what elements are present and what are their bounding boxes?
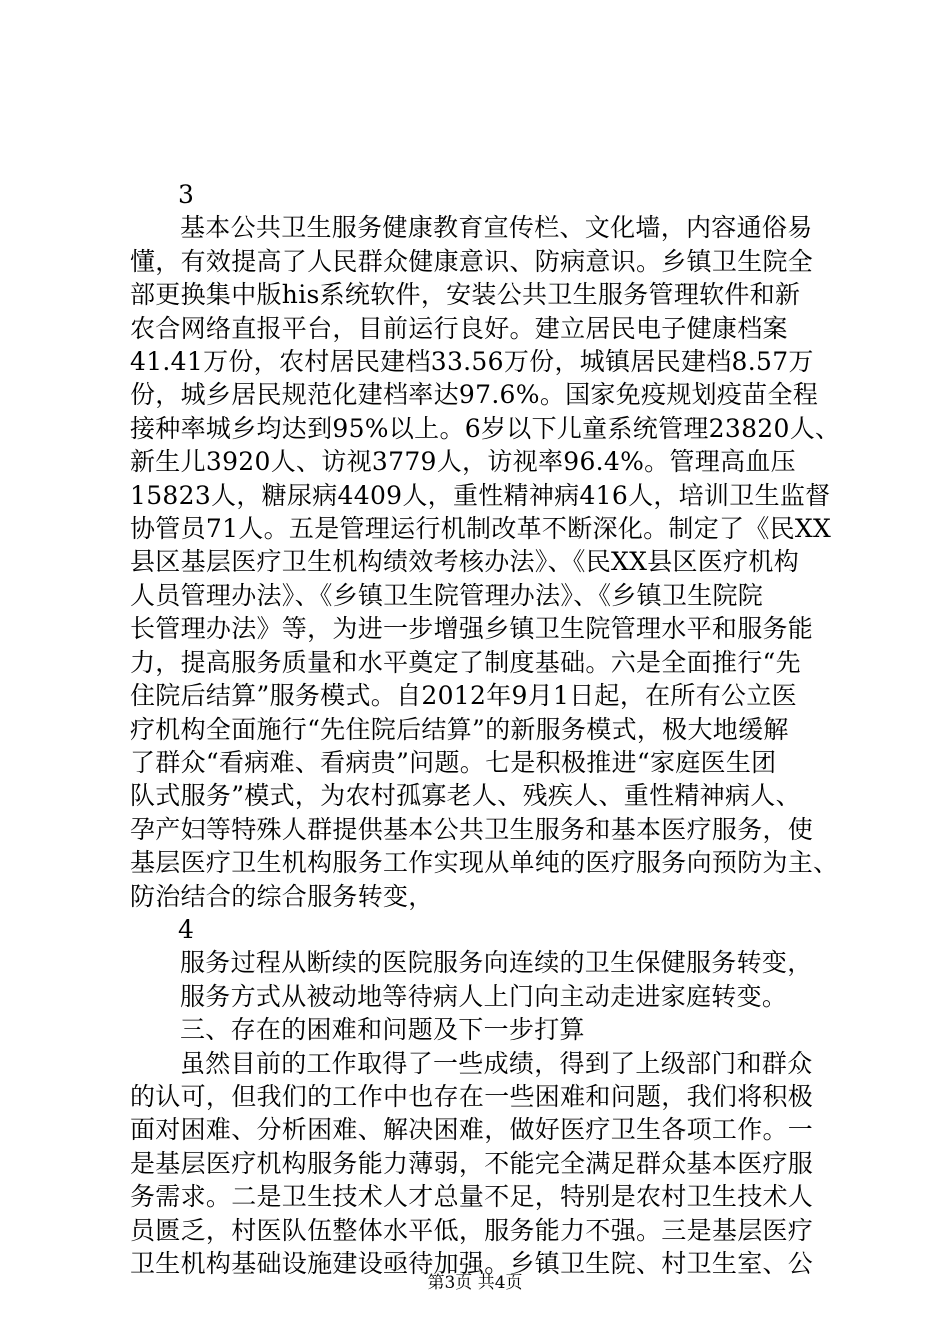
text-line: 虽然目前的工作取得了一些成绩，得到了上级部门和群众 [180, 1048, 813, 1078]
text-line: 接种率城乡均达到95%以上。6岁以下儿童系统管理23820人、 [130, 413, 841, 443]
text-line: 基层医疗卫生机构服务工作实现从单纯的医疗服务向预防为主、 [130, 848, 839, 878]
text-line: 县区基层医疗卫生机构绩效考核办法》、《民XX县区医疗机构 [130, 547, 799, 577]
text-line: 防治结合的综合服务转变， [130, 881, 434, 911]
text-line: 队式服务”模式，为农村孤寡老人、残疾人、重性精神病人、 [130, 781, 801, 811]
text-line: 的认可，但我们的工作中也存在一些困难和问题，我们将积极 [130, 1081, 814, 1111]
text-line: 部更换集中版his系统软件，安装公共卫生服务管理软件和新 [130, 280, 801, 310]
paragraph [130, 211, 840, 913]
section-heading: 三、存在的困难和问题及下一步打算 [180, 1015, 585, 1045]
text-line: 力，提高服务质量和水平奠定了制度基础。六是全面推行“先 [130, 647, 801, 677]
text-line: 卫生机构基础设施建设亟待加强。乡镇卫生院、村卫生室、公 [130, 1249, 814, 1278]
text-line: 务需求。二是卫生技术人才总量不足，特别是农村卫生技术人 [130, 1182, 814, 1212]
text-line: 农合网络直报平台，目前运行良好。建立居民电子健康档案 [130, 313, 788, 343]
text-line: 份，城乡居民规范化建档率达97.6%。国家免疫规划疫苗全程 [130, 380, 819, 410]
text-line: 孕产妇等特殊人群提供基本公共卫生服务和基本医疗服务，使 [130, 814, 814, 844]
page-marker: 4 [178, 914, 195, 944]
text-line: 服务过程从断续的医院服务向连续的卫生保健服务转变， [180, 948, 813, 978]
text-line: 长管理办法》等，为进一步增强乡镇卫生院管理水平和服务能 [130, 614, 814, 644]
text-line: 懂，有效提高了人民群众健康意识、防病意识。乡镇卫生院全 [130, 246, 814, 276]
text-line: 15823人，糖尿病4409人，重性精神病416人，培训卫生监督 [130, 480, 831, 510]
text-line: 疗机构全面施行“先住院后结算”的新服务模式，极大地缓解 [130, 714, 789, 744]
text-line: 员匮乏，村医队伍整体水平低，服务能力不强。三是基层医疗 [130, 1215, 814, 1245]
text-line: 是基层医疗机构服务能力薄弱，不能完全满足群众基本医疗服 [130, 1148, 814, 1178]
paragraph [130, 946, 840, 1013]
text-line: 41.41万份，农村居民建档33.56万份，城镇居民建档8.57万 [130, 347, 814, 377]
text-line: 服务方式从被动地等待病人上门向主动走进家庭转变。 [180, 981, 788, 1011]
text-line: 住院后结算”服务模式。自2012年9月1日起，在所有公立医 [130, 681, 797, 711]
paragraph [130, 1047, 840, 1281]
text-line: 面对困难、分析困难、解决困难，做好医疗卫生各项工作。一 [130, 1115, 814, 1145]
text-line: 协管员71人。五是管理运行机制改革不断深化。制定了《民XX [130, 514, 832, 544]
text-line: 了群众“看病难、看病贵”问题。七是积极推进“家庭医生团 [130, 747, 777, 777]
page-marker: 3 [178, 180, 195, 209]
text-line: 新生儿3920人、访视3779人，访视率96.4%。管理高血压 [130, 447, 796, 477]
text-line: 基本公共卫生服务健康教育宣传栏、文化墙，内容通俗易 [180, 213, 813, 243]
text-line: 人员管理办法》、《乡镇卫生院管理办法》、《乡镇卫生院院 [130, 580, 764, 610]
document-body [130, 178, 840, 1280]
page-footer: 第3页 共4页 [427, 1273, 523, 1293]
